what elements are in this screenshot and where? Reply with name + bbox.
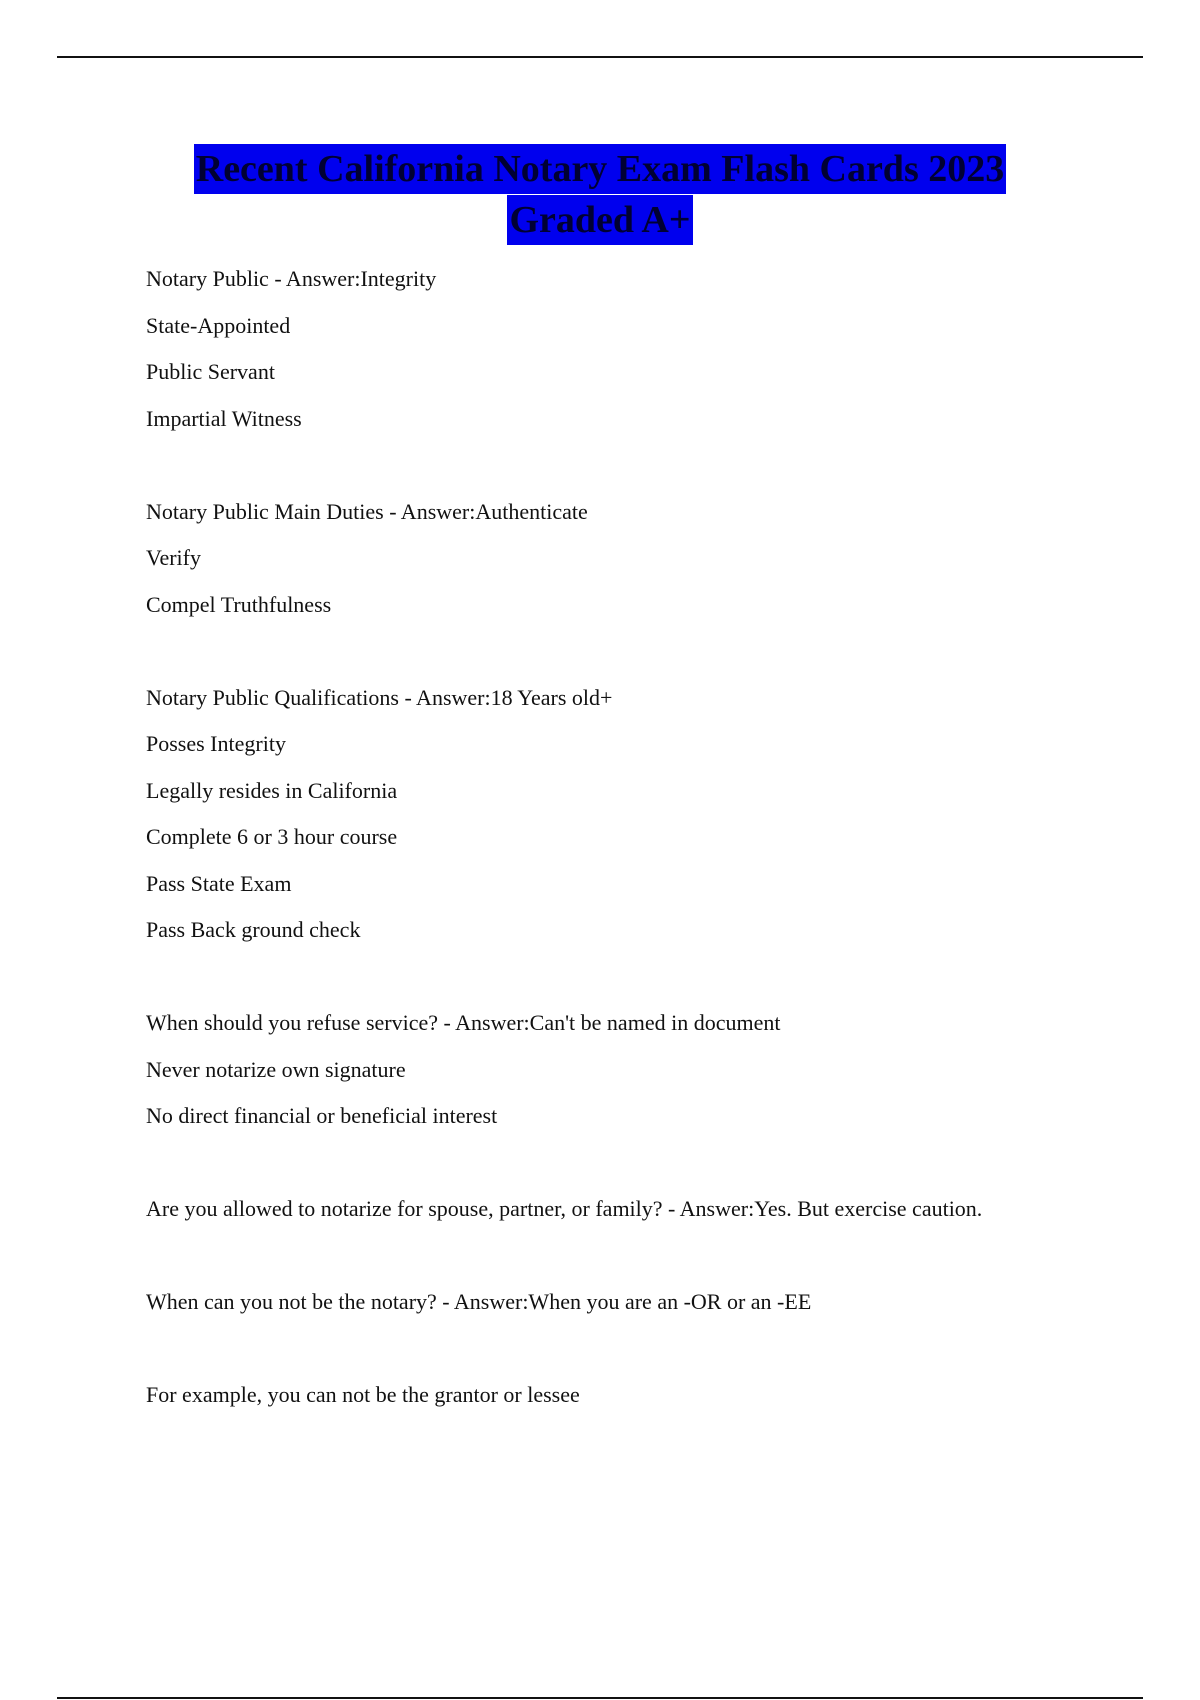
flashcard-answer-line: State-Appointed	[146, 312, 291, 338]
flashcard-note: For example, you can not be the grantor or lessee	[146, 1382, 580, 1407]
card-spacer	[146, 1233, 1146, 1280]
flashcard-answer-line: Posses Integrity	[146, 731, 286, 756]
flashcard-2	[146, 489, 1146, 629]
flashcard-4	[146, 1000, 1146, 1140]
flashcard-answer-line: Pass Back ground check	[146, 917, 361, 942]
card-spacer	[146, 1326, 1146, 1373]
document-title	[0, 144, 1200, 246]
flashcard-3	[146, 675, 1146, 954]
flashcard-1	[146, 256, 1146, 442]
flashcard-answer-line: Verify	[146, 545, 201, 570]
title-line-1: Recent California Notary Exam Flash Cards 2023	[194, 144, 1006, 194]
flashcard-answer-line: Complete 6 or 3 hour course	[146, 824, 398, 849]
flashcard-question: When can you not be the notary? - Answer:When you are an -OR or an -EE	[146, 1289, 812, 1314]
flashcard-answer-line: Pass State Exam	[146, 870, 292, 896]
flashcard-answer-line: Compel Truthfulness	[146, 591, 332, 617]
bottom-divider	[57, 1697, 1143, 1699]
flashcard-question: When should you refuse service? - Answer:Can't be named in document	[146, 1010, 781, 1035]
flashcard-answer-line: Public Servant	[146, 359, 275, 384]
flashcard-question: Are you allowed to notarize for spouse, partner, or family? - Answer:Yes. But exercise caution.	[146, 1196, 983, 1221]
flashcard-5	[146, 1186, 1146, 1233]
flashcard-question: Notary Public Main Duties - Answer:Authenticate	[146, 498, 588, 524]
flashcard-answer-line: Impartial Witness	[146, 405, 302, 431]
flashcard-list	[146, 256, 1146, 1419]
flashcard-question: Notary Public Qualifications - Answer:18 Years old+	[146, 684, 613, 710]
flashcard-answer-line: Never notarize own signature	[146, 1056, 406, 1082]
flashcard-answer-line: Legally resides in California	[146, 777, 398, 803]
flashcard-answer-line: No direct financial or beneficial interest	[146, 1103, 498, 1128]
card-spacer	[146, 628, 1146, 675]
flashcard-6	[146, 1279, 1146, 1326]
card-spacer	[146, 1140, 1146, 1187]
top-divider	[57, 56, 1143, 58]
card-spacer	[146, 442, 1146, 489]
card-spacer	[146, 954, 1146, 1001]
flashcard-question: Notary Public - Answer:Integrity	[146, 266, 437, 291]
flashcard-7	[146, 1372, 1146, 1419]
title-line-2: Graded A+	[507, 195, 692, 245]
